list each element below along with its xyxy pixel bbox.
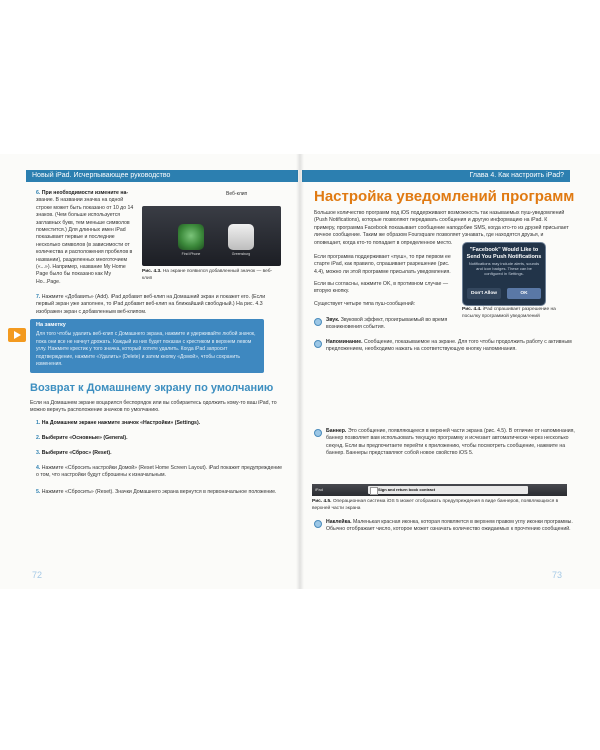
bullet-badge-text: Маленькая красная иконка, которая появляется в верхнем правом углу иконки программы. Обычно отображает число, которое может означать количество ожидаемых к прочтению сообщений.: [326, 519, 573, 533]
bullet-alert-text: Сообщение, показываемое на экране. Для того чтобы продолжить работу с активным предложением, необходимо нажать на соответствующую кнопку напоминания.: [326, 339, 572, 353]
step-6-title: При необходимости измените на-: [41, 190, 129, 196]
paragraph-ok: Если вы согласны, нажмите OK, в противном случае — вторую кнопку.: [314, 281, 449, 295]
reminder-icon: [370, 487, 378, 495]
bullet-banner: [326, 428, 576, 458]
bullet-badge: [326, 519, 576, 534]
step-7-body: Нажмите «Добавить» (Add). iPad добавит веб-клип на Домашний экран и покажет его. (Если первый экран уже заполнен, то iPad добавит веб-клип на ближайший свободный.) На рис. 4.3 изображен экран с добавленным веб-клипом.: [36, 294, 266, 315]
step-6-number: 6.: [36, 190, 41, 196]
step-1-number: 1.: [36, 420, 41, 426]
bullet-sound-term: Звук.: [326, 317, 340, 323]
figure-4-3-caption: [142, 269, 281, 282]
bullet-banner-text: Это сообщение, появляющееся в верхней части экрана (рис. 4.5). В отличие от напоминания, баннер позволяет вам использовать текущую программу и исчезает автоматически через несколько секунд. Если вы предпочитаете перейти к приложению, чтобы посмотреть сообщение, нажмите на баннер. Баннеры представляют собой новое свойство iOS 5.: [326, 428, 575, 457]
step-7: [36, 294, 281, 316]
banner-screenshot: [312, 484, 567, 496]
figure-4-5-label: Рис. 4.5.: [312, 499, 332, 504]
step-1-text: На Домашнем экране нажмите значок «Настройки» (Settings).: [41, 420, 201, 426]
step-5-text: Нажмите «Сбросить» (Reset). Значки Домашнего экрана вернутся в первоначальное положение.: [41, 489, 277, 495]
step-7-number: 7.: [36, 294, 41, 300]
paragraph-permission: Если программа поддерживает «пуш», то при первом ее старте iPad, как правило, спрашивает разрешение (рис. 4.4), можно ли этой программе присылать уведомления.: [314, 254, 451, 275]
webclip-label: Greensburg: [231, 252, 251, 256]
bullet-icon: [314, 429, 322, 437]
bullet-icon: [314, 318, 322, 326]
step-5-number: 5.: [36, 489, 41, 495]
paragraph-types: Существует четыре типа пуш-сообщений:: [314, 301, 416, 307]
ok-button[interactable]: OK: [507, 288, 541, 299]
book-spread: [0, 154, 600, 589]
left-running-header: Новый iPad. Исчерпывающее руководство: [26, 170, 298, 182]
bullet-icon: [314, 520, 322, 528]
figure-4-3-label: Рис. 4.3.: [142, 269, 162, 274]
left-page-number: 72: [32, 570, 43, 580]
right-page-number: 73: [552, 570, 563, 580]
step-3-text: Выберите «Сброс» (Reset).: [41, 450, 112, 456]
step-4-number: 4.: [36, 465, 41, 471]
dialog-title: "Facebook" Would Like to Send You Push Notifications: [466, 247, 542, 260]
step-4: [36, 465, 284, 480]
dialog-message: Notifications may include alerts, sounds and icon badges. These can be configured in Settings.: [468, 261, 540, 276]
find-iphone-icon: [178, 224, 204, 250]
webclip-callout: Веб-клип: [226, 191, 248, 197]
step-2-text: Выберите «Основные» (General).: [41, 435, 128, 441]
right-page: [302, 154, 600, 589]
webclip-icon: [228, 224, 254, 250]
bullet-sound-text: Звуковой эффект, проигрываемый во время возникновения события.: [326, 317, 448, 331]
figure-4-3-text: На экране появился добавленный значок — веб-клип: [142, 269, 273, 281]
figure-4-4-text: iPad спрашивает разрешение на посылку программой уведомлений: [462, 307, 556, 319]
left-page: [0, 154, 298, 589]
right-running-header: Глава 4. Как настроить iPad?: [302, 170, 570, 182]
step-6-body: звание. В названии значка на одной строке может быть показано от 10 до 14 знаков. (Чем больше используется заглавных букв, тем меньше символов поместится.) Для длинных имен iPad показывает первые и последние несколько символов (в зависимости от количества и расположения пробелов в названии), разделенных многоточием («...»). Например, название My Home Page было бы показано как My Ho...Page.: [36, 197, 134, 285]
intro-paragraph: Если на Домашнем экране воцарился беспорядок или вы собираетесь одолжить кому-то ваш iPad, то можно вернуть расположение значков по умолчанию.: [30, 400, 277, 414]
arrow-right-icon: [8, 328, 26, 342]
ipad-homescreen-screenshot: [142, 206, 281, 266]
intro-paragraph-right: Большое количество программ под iOS поддерживают возможность так называемых пуш-уведомлений (Push Notifications), которые позволяют передавать сообщения и другую информацию на iPad. К примеру, программа Facebook показывает сообщение наподобие SMS, когда кто-то из друзей присылает личное сообщение. Таким же образом Foursquare позволяет узнавать, где находятся друзья, и оповещает, когда кто-то попадает в определенное место.: [314, 210, 569, 246]
bullet-sound: [326, 317, 456, 332]
note-title: На заметку: [36, 322, 66, 328]
step-6: [36, 190, 136, 286]
step-4-text: Нажмите «Сбросить настройки Домой» (Reset Home Screen Layout). iPad покажет предупреждение о том, что настройки будут сброшены к изначальным.: [36, 465, 282, 479]
figure-4-4-caption: [462, 307, 572, 320]
figure-4-5-text: Операционная система iOS 5 может отображать предупреждения в виде баннеров, появляющихся в верхней части экрана: [312, 499, 559, 511]
bullet-alert-term: Напоминание.: [326, 339, 363, 345]
step-3: [36, 450, 284, 457]
status-carrier: iPad: [315, 487, 324, 492]
banner-notification[interactable]: [368, 486, 528, 494]
note-body: Для того чтобы удалить веб-клип с Домашнего экрана, нажмите и удерживайте любой значок, пока они все не начнут дрожать. Каждый из них будет показан с крестиком в верхнем левом углу. Нажмите крестик у того значка, который хотите удалить. Когда iPad запросит подтверждение, нажмите «Удалить» (Delete) и затем кнопку «Домой», чтобы сохранить изменения.: [36, 331, 256, 368]
find-iphone-label: Find iPhone: [181, 252, 201, 256]
step-5: [36, 489, 284, 496]
step-1: [36, 420, 284, 427]
book-gutter: [296, 154, 304, 589]
banner-text: Sign and return book contract: [378, 487, 436, 492]
bullet-icon: [314, 340, 322, 348]
bullet-banner-term: Баннер.: [326, 428, 347, 434]
step-2-number: 2.: [36, 435, 41, 441]
chapter-section-title: Настройка уведомлений программ: [314, 188, 575, 205]
dont-allow-button[interactable]: Don't Allow: [467, 288, 501, 299]
step-2: [36, 435, 284, 442]
section-title: Возврат к Домашнему экрану по умолчанию: [30, 382, 274, 394]
step-3-number: 3.: [36, 450, 41, 456]
bullet-alert: [326, 339, 576, 354]
bullet-badge-term: Наклейка.: [326, 519, 352, 525]
figure-4-4-label: Рис. 4.4.: [462, 307, 482, 312]
figure-4-5-caption: [312, 499, 567, 512]
push-permission-dialog: [462, 242, 546, 306]
